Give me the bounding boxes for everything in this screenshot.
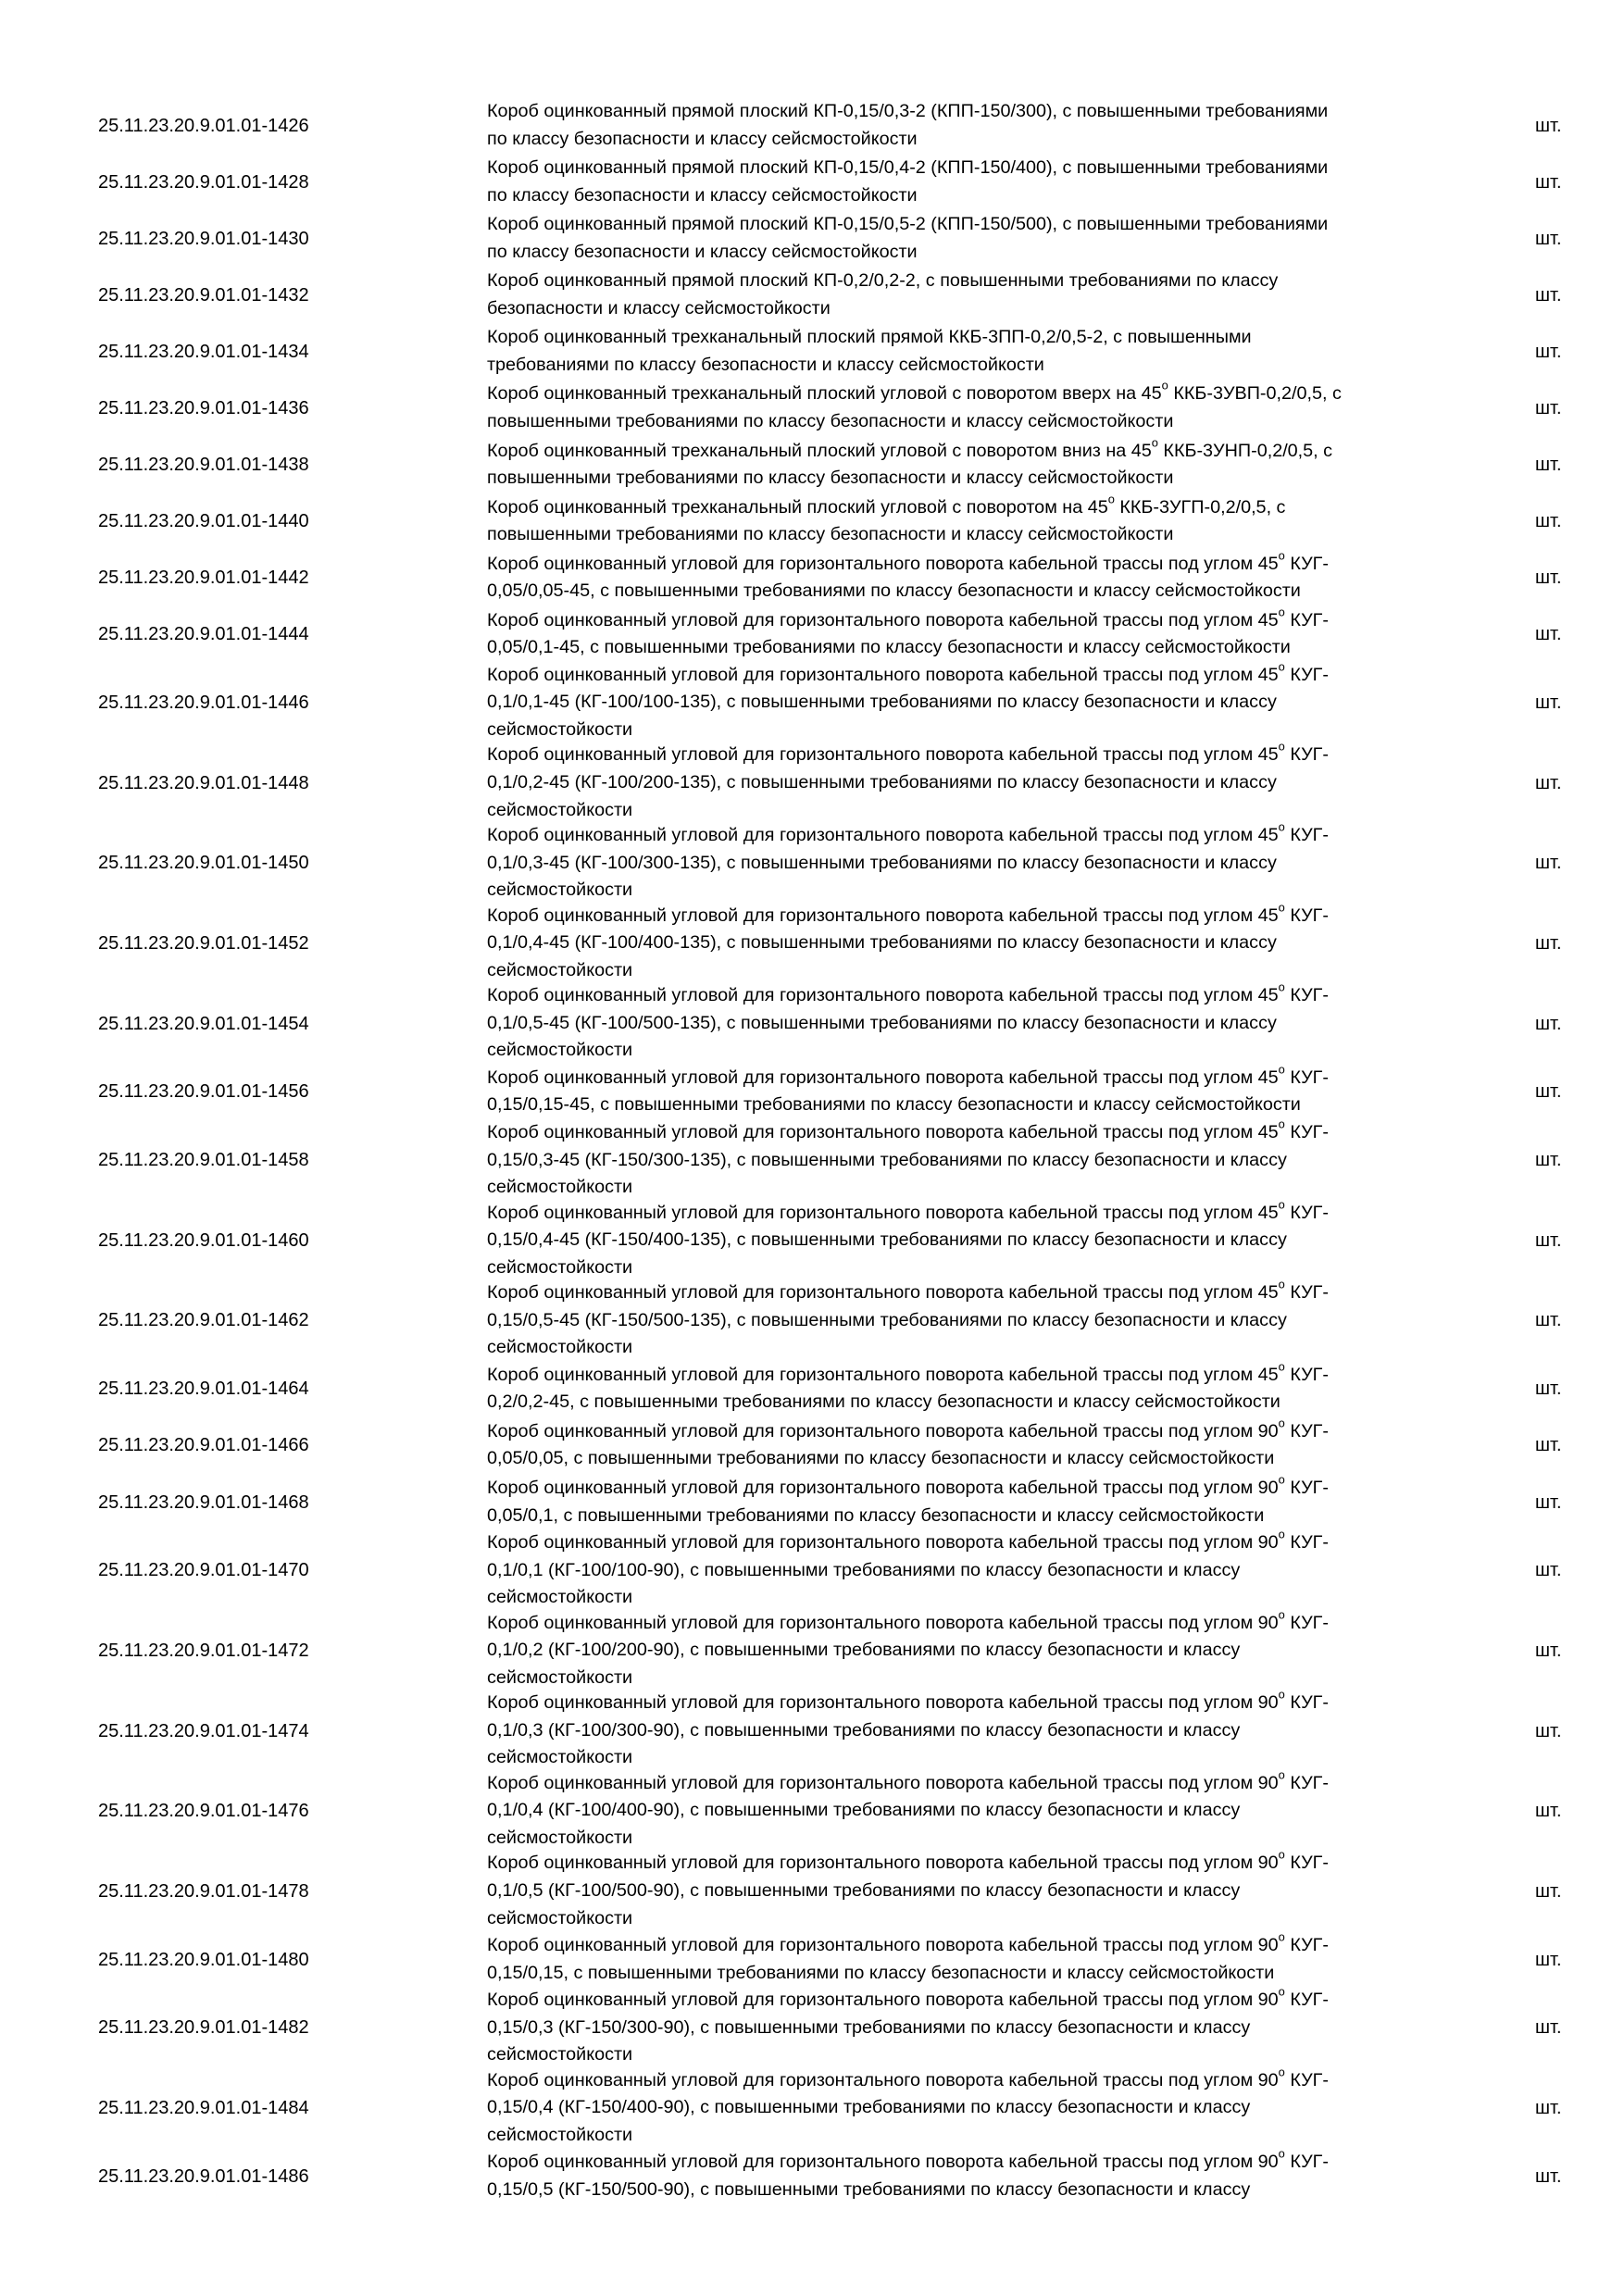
item-name-line: сейсмостойкости [487,880,633,901]
item-unit: шт. [1535,2017,1562,2039]
item-name [389,268,1324,322]
item-code: 25.11.23.20.9.01.01-1428 [98,171,309,193]
item-code: 25.11.23.20.9.01.01-1480 [98,1949,309,1970]
item-code: 25.11.23.20.9.01.01-1460 [98,1229,309,1251]
item-code: 25.11.23.20.9.01.01-1468 [98,1491,309,1513]
degree-sign: o [1278,1687,1285,1702]
item-code: 25.11.23.20.9.01.01-1478 [98,1880,309,1902]
table-row [0,1361,1624,1417]
table-row [0,900,1624,984]
table-row [0,550,1624,606]
table-row [0,1277,1624,1361]
item-unit: шт. [1535,455,1562,476]
item-code: 25.11.23.20.9.01.01-1472 [98,1640,309,1661]
degree-sign: o [1107,492,1115,506]
item-code: 25.11.23.20.9.01.01-1442 [98,568,309,589]
item-code: 25.11.23.20.9.01.01-1444 [98,624,309,645]
item-name-line: Короб оцинкованный угловой для горизонтального поворота кабельной трассы под углом 45$^o$ КУГ- [487,659,1329,685]
degree-sign: o [1278,1527,1285,1541]
item-name-line: 0,1/0,4 (КГ-100/400-90), с повышенными требованиями по классу безопасности и классу [487,1800,1241,1821]
item-name-line: сейсмостойкости [487,1337,633,1358]
item-name-line: Короб оцинкованный угловой для горизонтального поворота кабельной трассы под углом 90$^o$ КУГ- [487,2065,1329,2090]
item-unit: шт. [1535,171,1562,193]
item-name-line: Короб оцинкованный угловой для горизонтального поворота кабельной трассы под углом 45$^o$ КУГ- [487,900,1329,926]
table-row [0,1848,1624,1931]
item-name [389,1359,1329,1416]
item-unit: шт. [1535,1379,1562,1400]
item-name [389,435,1333,493]
item-unit: шт. [1535,1435,1562,1456]
degree-sign: o [1278,1416,1285,1430]
item-unit: шт. [1535,115,1562,136]
item-unit: шт. [1535,1491,1562,1513]
item-unit: шт. [1535,693,1562,714]
item-unit: шт. [1535,398,1562,419]
item-name [389,1527,1329,1612]
item-unit: шт. [1535,228,1562,249]
item-name [389,494,1324,549]
item-name-line: Короб оцинкованный угловой для горизонтального поворота кабельной трассы под углом 90$^o$ КУГ- [487,1527,1329,1553]
table-row [0,1474,1624,1530]
item-unit: шт. [1535,1081,1562,1103]
table-row [0,819,1624,904]
item-name-line: сейсмостойкости [487,1907,633,1928]
item-name-line: Короб оцинкованный прямой плоский КП-0,2/0,2-2, с повышенными требованиями по классу [487,270,1279,292]
degree-sign: o [1278,900,1285,915]
table-row [0,2065,1624,2149]
item-name [389,900,1329,985]
item-code: 25.11.23.20.9.01.01-1430 [98,228,309,249]
item-name [389,819,1329,905]
item-name [389,1848,1329,1932]
table-row [0,1117,1624,1201]
item-name-line: Короб оцинкованный трехканальный плоский угловой с поворотом вверх на 45$^o$ ККБ-3УВП-0,2/0,5, с [487,379,1342,405]
price-list-table [0,97,1624,2204]
item-unit: шт. [1535,568,1562,589]
item-name [389,1117,1329,1202]
item-code: 25.11.23.20.9.01.01-1426 [98,115,309,136]
degree-sign: o [1278,1277,1285,1292]
item-code: 25.11.23.20.9.01.01-1448 [98,772,309,793]
item-name-line: Короб оцинкованный угловой для горизонтального поворота кабельной трассы под углом 45$^o$ КУГ- [487,548,1329,574]
item-name-line: требованиями по классу безопасности и классу сейсмостойкости [487,354,1044,375]
item-name-line: сейсмостойкости [487,1587,633,1608]
item-code: 25.11.23.20.9.01.01-1454 [98,1013,309,1034]
item-name [389,1984,1329,2069]
table-row [0,1417,1624,1474]
item-code: 25.11.23.20.9.01.01-1474 [98,1720,309,1741]
item-name-line: Короб оцинкованный угловой для горизонтального поворота кабельной трассы под углом 45$^o$ КУГ- [487,740,1329,766]
degree-sign: o [1151,435,1158,450]
item-name [389,379,1342,435]
item-code: 25.11.23.20.9.01.01-1466 [98,1435,309,1456]
item-name [389,980,1329,1065]
item-name-line: 0,15/0,4-45 (КГ-150/400-135), с повышенными требованиями по классу безопасности и классу [487,1229,1287,1251]
item-name-line: Короб оцинкованный угловой для горизонтального поворота кабельной трассы под углом 45$^o$ КУГ- [487,1117,1329,1142]
item-name-line: Короб оцинкованный угловой для горизонтального поворота кабельной трассы под углом 90$^o$ КУГ- [487,1472,1329,1498]
item-unit: шт. [1535,2165,1562,2187]
item-name [389,548,1329,605]
item-code: 25.11.23.20.9.01.01-1464 [98,1379,309,1400]
item-name [389,1197,1329,1282]
degree-sign: o [1278,1359,1285,1374]
item-name-line: 0,1/0,5-45 (КГ-100/500-135), с повышенными требованиями по классу безопасности и классу [487,1012,1277,1033]
degree-sign: o [1278,1472,1285,1487]
degree-sign: o [1278,1607,1285,1622]
item-name-line: 0,15/0,5 (КГ-150/500-90), с повышенными требованиями по классу безопасности и классу [487,2178,1251,2200]
item-name-line: Короб оцинкованный угловой для горизонтального поворота кабельной трассы под углом 45$^o$ КУГ- [487,1277,1329,1304]
item-name-line: Короб оцинкованный угловой для горизонтального поворота кабельной трассы под углом 45$^o$ КУГ- [487,980,1329,1006]
item-name-line: 0,05/0,05-45, с повышенными требованиями по классу безопасности и классу сейсмостойкости [487,580,1301,602]
item-name-line: Короб оцинкованный угловой для горизонтального поворота кабельной трассы под углом 45$^o$ КУГ- [487,1359,1329,1385]
item-name-line: 0,1/0,2 (КГ-100/200-90), с повышенными требованиями по классу безопасности и классу [487,1640,1241,1661]
item-unit: шт. [1535,1880,1562,1902]
item-name-line: 0,1/0,3-45 (КГ-100/300-135), с повышенными требованиями по классу безопасности и классу [487,852,1277,873]
item-code: 25.11.23.20.9.01.01-1486 [98,2165,309,2187]
degree-sign: o [1278,1929,1285,1944]
item-name-line: Короб оцинкованный угловой для горизонтального поворота кабельной трассы под углом 90$^o$ КУГ- [487,2146,1329,2173]
degree-sign: o [1278,1117,1285,1131]
item-code: 25.11.23.20.9.01.01-1458 [98,1150,309,1171]
degree-sign: o [1278,980,1285,994]
item-name-line: по классу безопасности и классу сейсмостойкости [487,241,918,262]
item-name [389,605,1329,662]
table-row [0,606,1624,663]
item-name-line: 0,05/0,1, с повышенными требованиями по классу безопасности и классу сейсмостойкости [487,1504,1265,1526]
item-unit: шт. [1535,2098,1562,2119]
item-name-line: Короб оцинкованный угловой для горизонтального поворота кабельной трассы под углом 45$^o$ КУГ- [487,605,1329,630]
item-name-line: Короб оцинкованный угловой для горизонтального поворота кабельной трассы под углом 90$^o$ КУГ- [487,1607,1329,1633]
item-name [389,1607,1329,1692]
item-name-line: Короб оцинкованный угловой для горизонтального поворота кабельной трассы под углом 45$^o$ КУГ- [487,1062,1329,1088]
item-name-line: Короб оцинкованный угловой для горизонтального поворота кабельной трассы под углом 90$^o$ КУГ- [487,1848,1329,1874]
item-name-line: Короб оцинкованный трехканальный плоский угловой с поворотом вниз на 45$^o$ ККБ-3УНП-0,2/0,5, с [487,435,1333,461]
item-name [389,155,1329,209]
item-unit: шт. [1535,624,1562,645]
item-unit: шт. [1535,1801,1562,1822]
item-code: 25.11.23.20.9.01.01-1434 [98,341,309,362]
item-name-line: сейсмостойкости [487,1040,633,1061]
degree-sign: o [1278,548,1285,563]
item-name [389,2065,1329,2150]
item-name-line: повышенными требованиями по классу безопасности и классу сейсмостойкости [487,468,1174,489]
table-row [0,980,1624,1064]
degree-sign: o [1278,1984,1285,1999]
item-name-line: 0,15/0,5-45 (КГ-150/500-135), с повышенными требованиями по классу безопасности и классу [487,1309,1287,1330]
item-name-line: повышенными требованиями по классу безопасности и классу сейсмостойкости [487,524,1174,545]
item-unit: шт. [1535,853,1562,874]
item-name-line: Короб оцинкованный угловой для горизонтального поворота кабельной трассы под углом 90$^o$ КУГ- [487,1687,1329,1714]
item-name-line: сейсмостойкости [487,1666,633,1688]
table-row [0,493,1624,550]
table-row [0,1687,1624,1771]
item-name-line: 0,15/0,4 (КГ-150/400-90), с повышенными требованиями по классу безопасности и классу [487,2097,1251,2118]
item-name-line: Короб оцинкованный угловой для горизонтального поворота кабельной трассы под углом 45$^o$ КУГ- [487,819,1329,846]
item-name [389,740,1329,824]
item-name-line: 0,1/0,1-45 (КГ-100/100-135), с повышенными требованиями по классу безопасности и классу [487,692,1277,713]
item-name [389,659,1329,744]
item-code: 25.11.23.20.9.01.01-1440 [98,511,309,532]
item-name [389,98,1329,153]
table-row [0,2148,1624,2204]
item-name-line: сейсмостойкости [487,1827,633,1848]
degree-sign: o [1278,1848,1285,1863]
item-name-line: повышенными требованиями по классу безопасности и классу сейсмостойкости [487,411,1174,432]
item-name-line: 0,15/0,15, с повышенными требованиями по классу безопасности и классу сейсмостойкости [487,1962,1275,1983]
degree-sign: o [1161,379,1168,393]
table-row [0,740,1624,824]
item-code: 25.11.23.20.9.01.01-1446 [98,693,309,714]
item-name [389,1472,1329,1529]
item-name-line: сейсмостойкости [487,1256,633,1278]
item-name-line: Короб оцинкованный трехканальный плоский прямой ККБ-3ПП-0,2/0,5-2, с повышенными [487,327,1252,348]
item-name-line: 0,05/0,05, с повышенными требованиями по классу безопасности и классу сейсмостойкости [487,1448,1275,1469]
item-name-line: Короб оцинкованный трехканальный плоский угловой с поворотом на 45$^o$ ККБ-3УГП-0,2/0,5, с [487,492,1286,518]
degree-sign: o [1278,1767,1285,1782]
item-code: 25.11.23.20.9.01.01-1456 [98,1081,309,1103]
degree-sign: o [1278,819,1285,834]
item-name-line: 0,15/0,3 (КГ-150/300-90), с повышенными требованиями по классу безопасности и классу [487,2016,1251,2038]
degree-sign: o [1278,2065,1285,2079]
item-name-line: сейсмостойкости [487,1747,633,1768]
item-name-line: сейсмостойкости [487,959,633,980]
item-name-line: 0,1/0,4-45 (КГ-100/400-135), с повышенными требованиями по классу безопасности и классу [487,932,1277,954]
item-name-line: сейсмостойкости [487,799,633,820]
item-name-line: сейсмостойкости [487,1177,633,1198]
degree-sign: o [1278,605,1285,619]
item-code: 25.11.23.20.9.01.01-1482 [98,2017,309,2039]
item-code: 25.11.23.20.9.01.01-1484 [98,2098,309,2119]
item-name-line: по классу безопасности и классу сейсмостойкости [487,128,918,149]
table-row [0,323,1624,380]
item-name-line: 0,15/0,3-45 (КГ-150/300-135), с повышенными требованиями по классу безопасности и классу [487,1149,1287,1170]
degree-sign: o [1278,740,1285,755]
degree-sign: o [1278,659,1285,674]
item-code: 25.11.23.20.9.01.01-1436 [98,398,309,419]
table-row [0,1931,1624,1988]
item-code: 25.11.23.20.9.01.01-1452 [98,933,309,955]
item-name-line: 0,2/0,2-45, с повышенными требованиями по классу безопасности и классу сейсмостойкости [487,1391,1280,1413]
degree-sign: o [1278,2146,1285,2161]
item-name [389,1277,1329,1362]
item-unit: шт. [1535,1229,1562,1251]
item-name-line: 0,1/0,1 (КГ-100/100-90), с повышенными требованиями по классу безопасности и классу [487,1559,1241,1580]
item-name-line: 0,1/0,2-45 (КГ-100/200-135), с повышенными требованиями по классу безопасности и классу [487,772,1277,793]
item-code: 25.11.23.20.9.01.01-1470 [98,1560,309,1581]
table-row [0,1527,1624,1611]
table-row [0,437,1624,493]
table-row [0,1064,1624,1120]
item-name [389,1767,1329,1853]
table-row [0,659,1624,743]
item-name [389,1416,1329,1473]
item-name-line: Короб оцинкованный угловой для горизонтального поворота кабельной трассы под углом 90$^o$ КУГ- [487,1984,1329,2011]
item-unit: шт. [1535,284,1562,306]
table-row [0,210,1624,267]
item-name [389,211,1329,266]
table-row [0,1767,1624,1852]
degree-sign: o [1278,1197,1285,1212]
item-code: 25.11.23.20.9.01.01-1450 [98,853,309,874]
item-unit: шт. [1535,1560,1562,1581]
item-code: 25.11.23.20.9.01.01-1462 [98,1310,309,1331]
item-name-line: 0,1/0,3 (КГ-100/300-90), с повышенными требованиями по классу безопасности и классу [487,1719,1241,1741]
table-row [0,154,1624,210]
item-name-line: 0,1/0,5 (КГ-100/500-90), с повышенными требованиями по классу безопасности и классу [487,1879,1241,1901]
item-unit: шт. [1535,1013,1562,1034]
item-code: 25.11.23.20.9.01.01-1476 [98,1801,309,1822]
item-code: 25.11.23.20.9.01.01-1438 [98,455,309,476]
item-unit: шт. [1535,1150,1562,1171]
item-name-line: 0,15/0,15-45, с повышенными требованиями по классу безопасности и классу сейсмостойкости [487,1094,1301,1116]
item-name [389,1929,1329,1987]
item-unit: шт. [1535,933,1562,955]
item-unit: шт. [1535,341,1562,362]
item-name-line: сейсмостойкости [487,719,633,741]
item-unit: шт. [1535,1640,1562,1661]
item-name-line: Короб оцинкованный прямой плоский КП-0,15/0,3-2 (КПП-150/300), с повышенными требованиями [487,100,1329,121]
item-name-line: 0,05/0,1-45, с повышенными требованиями по классу безопасности и классу сейсмостойкости [487,637,1291,658]
item-name-line: сейсмостойкости [487,2124,633,2145]
table-row [0,1197,1624,1281]
item-name-line: Короб оцинкованный прямой плоский КП-0,15/0,5-2 (КПП-150/500), с повышенными требованиями [487,214,1329,235]
degree-sign: o [1278,1062,1285,1077]
item-name-line: безопасности и классу сейсмостойкости [487,297,831,318]
item-name [389,1062,1329,1119]
item-unit: шт. [1535,1720,1562,1741]
item-name [389,1687,1329,1772]
table-row [0,1984,1624,2068]
item-name-line: Короб оцинкованный угловой для горизонтального поворота кабельной трассы под углом 90$^o$ КУГ- [487,1929,1329,1955]
item-name [389,2146,1329,2203]
item-unit: шт. [1535,511,1562,532]
item-name-line: Короб оцинкованный прямой плоский КП-0,15/0,4-2 (КПП-150/400), с повышенными требованиями [487,157,1329,179]
table-row [0,1607,1624,1691]
table-row [0,380,1624,436]
item-unit: шт. [1535,1949,1562,1970]
table-row [0,267,1624,323]
item-unit: шт. [1535,772,1562,793]
item-name-line: сейсмостойкости [487,2044,633,2065]
item-name-line: Короб оцинкованный угловой для горизонтального поворота кабельной трассы под углом 45$^o$ КУГ- [487,1197,1329,1223]
item-name-line: Короб оцинкованный угловой для горизонтального поворота кабельной трассы под углом 90$^o$ КУГ- [487,1767,1329,1793]
item-unit: шт. [1535,1310,1562,1331]
item-code: 25.11.23.20.9.01.01-1432 [98,284,309,306]
item-name-line: по классу безопасности и классу сейсмостойкости [487,184,918,206]
item-name-line: Короб оцинкованный угловой для горизонтального поворота кабельной трассы под углом 90$^o$ КУГ- [487,1416,1329,1441]
item-name [389,324,1324,379]
table-row [0,97,1624,154]
